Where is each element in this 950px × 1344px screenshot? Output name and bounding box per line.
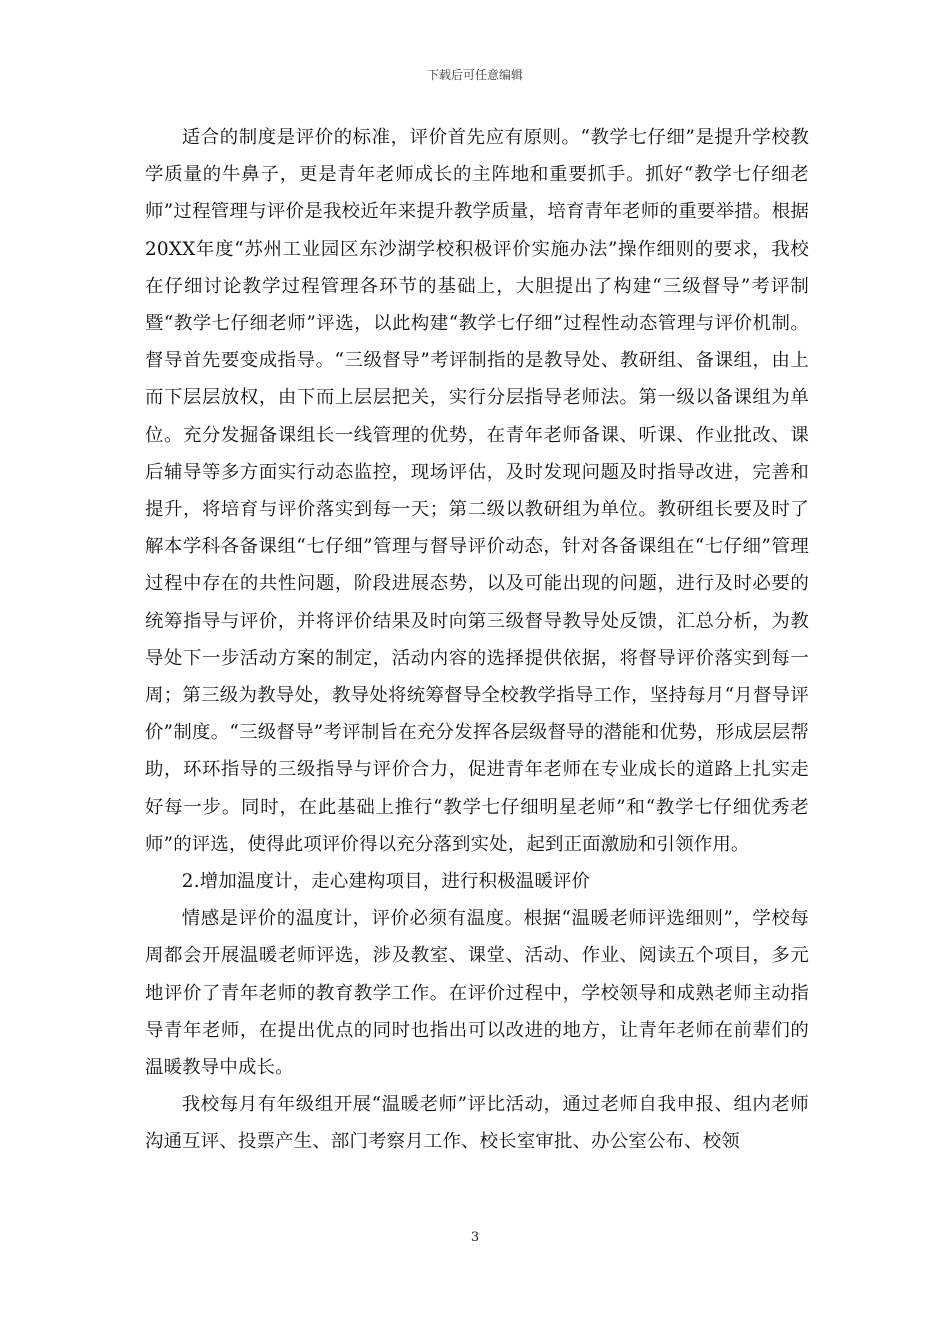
section-heading-warmth: 2.增加温度计，走心建构项目，进行积极温暖评价 xyxy=(181,871,591,893)
page-header-note: 下载后可任意编辑 xyxy=(426,68,523,82)
paragraph-monthly-selection: 我校每月有年级组开展“温暖老师”评比活动，通过老师自我申报、组内老师沟通互评、投票产生、部门考察月工作、校长室审批、办公室公布、校领 xyxy=(145,1094,809,1153)
page-number: 3 xyxy=(470,1230,480,1245)
paragraph-warmth-evaluation: 情感是评价的温度计，评价必须有温度。根据“温暖老师评选细则”，学校每周都会开展温暖老师评选，涉及教室、课堂、活动、作业、阅读五个项目，多元地评价了青年老师的教育教学工作。在评价过程中，学校领导和成熟老师主动指导青年老师，在提出优点的同时也指出可以改进的地方，让青年老师在前辈们的温暖教导中成长。 xyxy=(145,908,809,1079)
document-body xyxy=(145,119,809,1161)
paragraph-system-evaluation: 适合的制度是评价的标准，评价首先应有原则。“教学七仔细”是提升学校教学质量的牛鼻子，更是青年老师成长的主阵地和重要抓手。抓好“教学七仔细老师”过程管理与评价是我校近年来提升教学质量，培育青年老师的重要举措。根据20XX年度“苏州工业园区东沙湖学校积极评价实施办法”操作细则的要求，我校在仔细讨论教学过程管理各环节的基础上，大胆提出了构建“三级督导”考评制暨“教学七仔细老师”评选，以此构建“教学七仔细”过程性动态管理与评价机制。督导首先要变成指导。“三级督导”考评制指的是教导处、教研组、备课组，由上而下层层放权，由下而上层层把关，实行分层指导老师法。第一级以备课组为单位。充分发掘备课组长一线管理的优势，在青年老师备课、听课、作业批改、课后辅导等多方面实行动态监控，现场评估，及时发现问题及时指导改进，完善和提升，将培育与评价落实到每一天；第二级以教研组为单位。教研组长要及时了解本学科各备课组“七仔细”管理与督导评价动态，针对各备课组在“七仔细”管理过程中存在的共性问题，阶段进展态势，以及可能出现的问题，进行及时必要的统筹指导与评价，并将评价结果及时向第三级督导教导处反馈，汇总分析，为教导处下一步活动方案的制定，活动内容的选择提供依据，将督导评价落实到每一周；第三级为教导处，教导处将统筹督导全校教学指导工作，坚持每月“月督导评价”制度。“三级督导”考评制旨在充分发挥各层级督导的潜能和优势，形成层层帮助，环环指导的三级指导与评价合力，促进青年老师在专业成长的道路上扎实走好每一步。同时，在此基础上推行“教学七仔细明星老师”和“教学七仔细优秀老师”的评选，使得此项评价得以充分落到实处，起到正面激励和引领作用。 xyxy=(145,127,809,855)
